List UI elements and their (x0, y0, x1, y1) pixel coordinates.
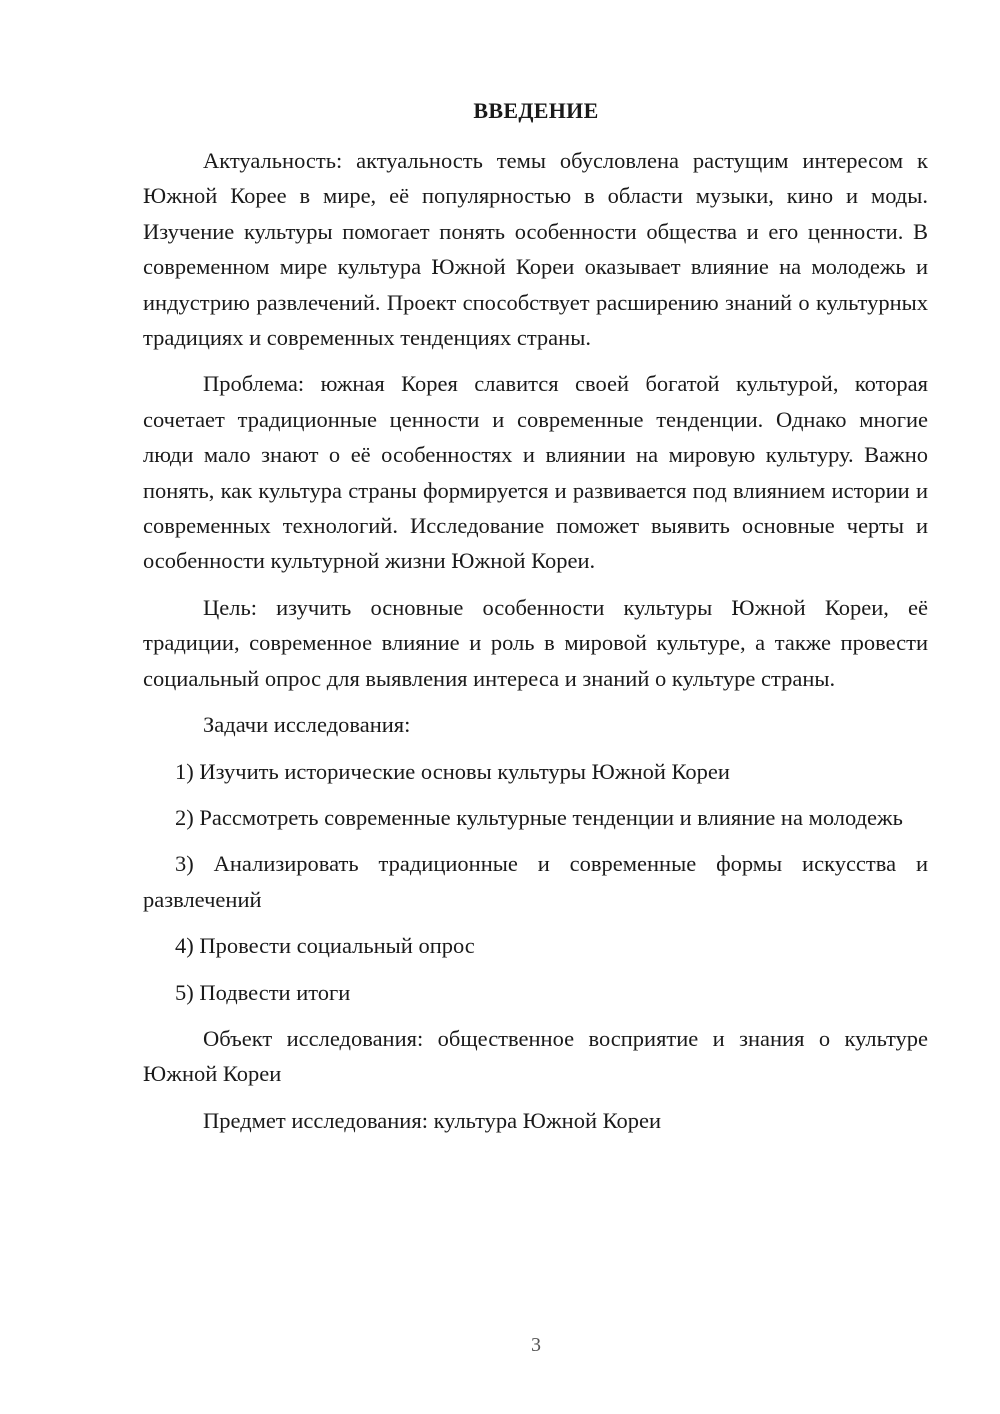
goal-paragraph: Цель: изучить основные особенности культуры Южной Кореи, её традиции, современное влияние и роль в мировой культуре, а также провести социальный опрос для выявления интереса и знаний о культуре страны. (143, 594, 928, 691)
task-item: 1) Изучить исторические основы культуры Южной Кореи (175, 758, 730, 784)
problem-paragraph: Проблема: южная Корея славится своей богатой культурой, которая сочетает традиционные ценности и современные тенденции. Однако многие люди мало знают о её особенностях и влиянии на мировую культуру. Важно понять, как культура страны формируется и развивается под влиянием истории и современных технологий. Исследование поможет выявить основные черты и особенности культурной жизни Южной Кореи. (143, 371, 928, 574)
page-number: 3 (531, 1334, 541, 1356)
research-subject-paragraph: Предмет исследования: культура Южной Кореи (203, 1107, 662, 1133)
task-item: 4) Провести социальный опрос (175, 933, 475, 959)
document-body (143, 143, 928, 1149)
research-object-paragraph: Объект исследования: общественное восприятие и знания о культуре Южной Кореи (143, 1025, 928, 1087)
task-item: 5) Подвести итоги (175, 979, 351, 1005)
relevance-paragraph: Актуальность: актуальность темы обусловлена растущим интересом к Южной Корее в мире, её популярностью в области музыки, кино и моды. Изучение культуры помогает понять особенности общества и его ценности. В современном мире культура Южной Кореи оказывает влияние на молодежь и индустрию развлечений. Проект способствует расширению знаний о культурных традициях и современных тенденциях страны. (143, 148, 928, 351)
tasks-heading: Задачи исследования: (203, 712, 411, 738)
page-title: ВВЕДЕНИЕ (473, 98, 599, 123)
task-item: 3) Анализировать традиционные и современные формы искусства и развлечений (143, 851, 928, 912)
task-item: 2) Рассмотреть современные культурные тенденции и влияние на молодежь (175, 804, 903, 830)
